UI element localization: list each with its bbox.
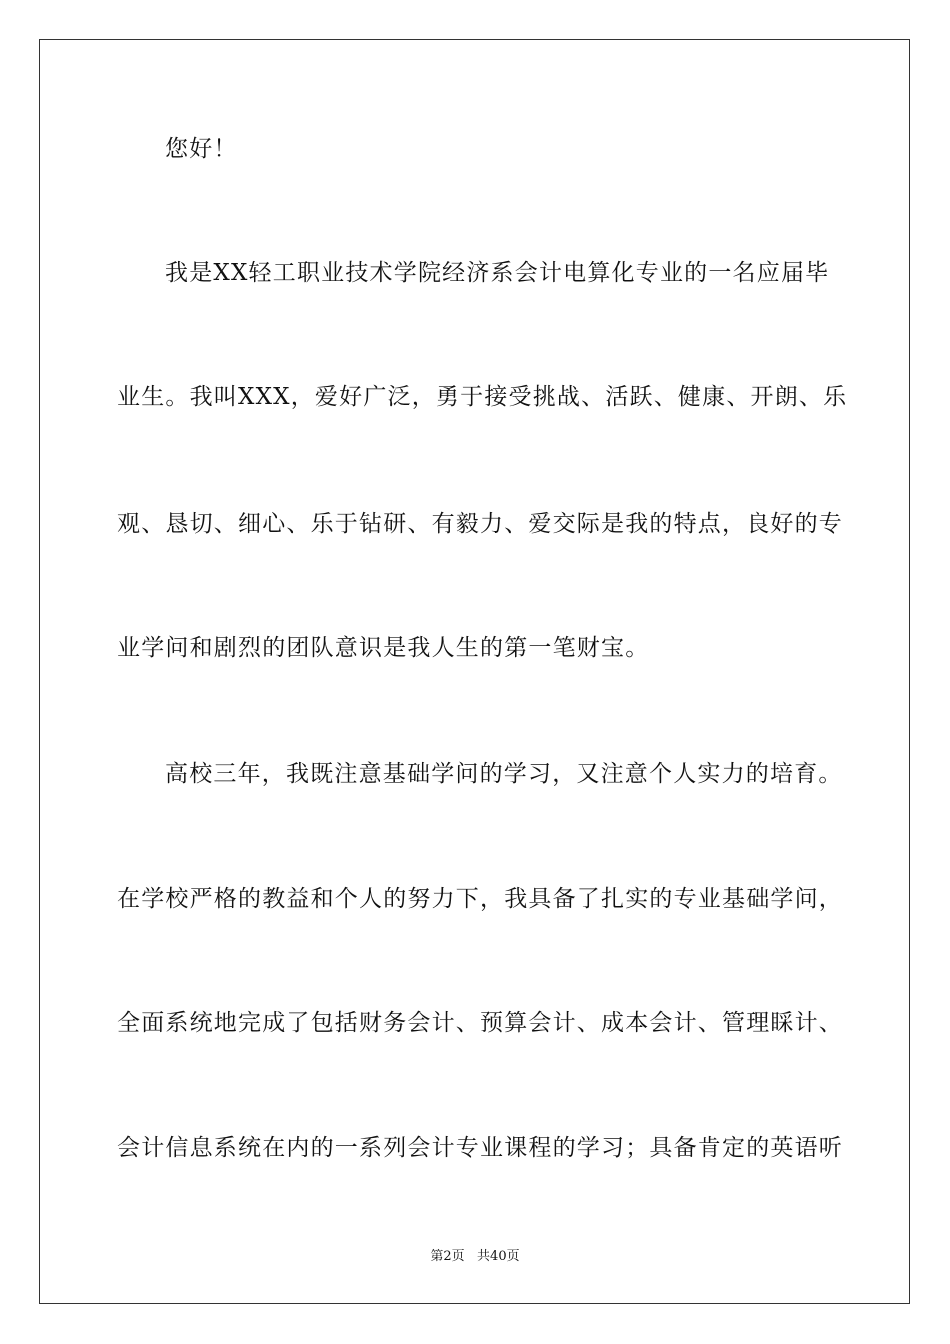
- paragraph-2-line-1: 高校三年，我既注意基础学问的学习，又注意个人实力的培育。: [165, 761, 843, 787]
- paragraph-2-line-3: 全面系统地完成了包括财务会计、预算会计、成本会计、管理睬计、: [117, 1010, 843, 1036]
- paragraph-2-line-4: 会计信息系统在内的一系列会计专业课程的学习；具备肯定的英语听: [117, 1135, 843, 1161]
- paragraph-1-line-4: 业学问和剧烈的团队意识是我人生的第一笔财宝。: [117, 635, 650, 661]
- paragraph-1-line-2: 业生。我叫XXX，爱好广泛，勇于接受挑战、活跃、健康、开朗、乐: [117, 384, 848, 410]
- paragraph-1-line-3: 观、恳切、细心、乐于钻研、有毅力、爱交际是我的特点，良好的专: [117, 511, 843, 537]
- page-border: [39, 39, 910, 1304]
- greeting: 您好！: [165, 136, 238, 162]
- page-number-footer: 第2页 共40页: [430, 1249, 520, 1264]
- paragraph-1-line-1: 我是XX轻工职业技术学院经济系会计电算化专业的一名应届毕: [165, 260, 830, 286]
- paragraph-2-line-2: 在学校严格的教益和个人的努力下，我具备了扎实的专业基础学问，: [117, 886, 843, 912]
